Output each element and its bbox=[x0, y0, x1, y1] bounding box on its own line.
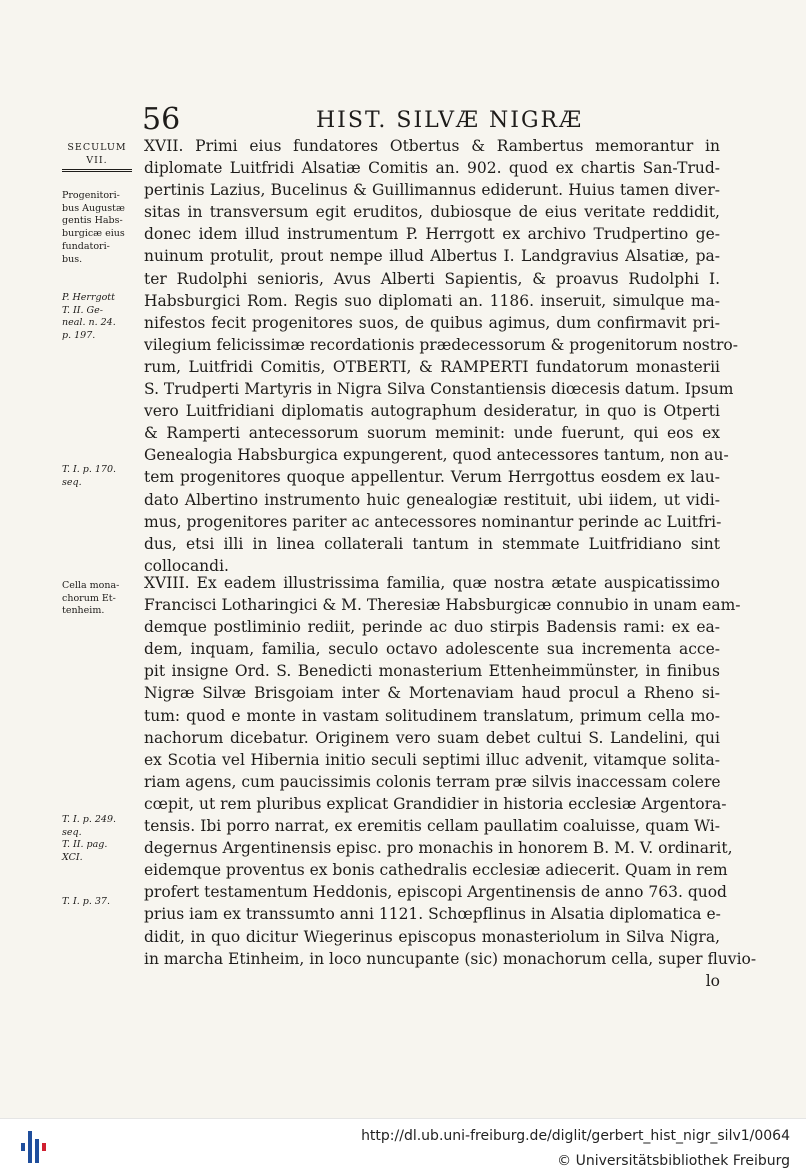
ref-line: T. I. p. 170. bbox=[62, 464, 117, 475]
sidenote-line: burgicæ eius bbox=[62, 228, 125, 240]
text-line: vilegium felicissimæ recordationis prædecessorum & progenitorum nostro- bbox=[144, 335, 738, 354]
paragraph-xvii bbox=[144, 135, 738, 577]
viewer-footer bbox=[0, 1118, 806, 1176]
text-line: & Ramperti antecessorum suorum meminit: unde fuerunt, qui eos ex bbox=[144, 424, 720, 443]
ref-line: seq. bbox=[62, 826, 82, 838]
text-line: nifestos fecit progenitores suos, de quibus agimus, dum confirmavit pri- bbox=[144, 313, 720, 332]
text-line: tum: quod e monte in vastam solitudinem translatum, primum cella mo- bbox=[144, 706, 720, 725]
text-line: XVII. Primi eius fundatores Otbertus & Rambertus memorantur in bbox=[144, 137, 720, 155]
text-line: Francisci Lotharingici & M. Theresiæ Habsburgicæ connubio in unam eam- bbox=[144, 596, 741, 615]
ref-line: T. I. p. 37. bbox=[62, 896, 111, 907]
ref-line: seq. bbox=[62, 476, 82, 488]
text-line: in marcha Etinheim, in loco nuncupante (sic) monachorum cella, super fluvio- bbox=[144, 949, 757, 968]
text-line: mus, progenitores pariter ac antecessores nominantur perinde ac Luitfri- bbox=[144, 512, 722, 531]
text-line: XVIII. Ex eadem illustrissima familia, quæ nostra ætate auspicatissimo bbox=[144, 574, 720, 592]
sidenote-line: chorum Et- bbox=[62, 592, 116, 604]
sidenote-ref-249 bbox=[62, 814, 140, 864]
sidenote-line: Cella mona- bbox=[62, 580, 120, 591]
text-line: tensis. Ibi porro narrat, ex eremitis cellam paullatim coaluisse, quam Wi- bbox=[144, 817, 720, 836]
saeculum-label: SECULUM bbox=[67, 142, 127, 153]
text-line: Habsburgici Rom. Regis suo diplomati an. 1186. inseruit, simulque ma- bbox=[144, 291, 720, 310]
text-line: Nigræ Silvæ Brisgoiam inter & Mortenaviam haud procul a Rheno si- bbox=[144, 684, 720, 703]
copyright-notice: © Universitätsbibliothek Freiburg bbox=[557, 1153, 790, 1169]
text-line: donec idem illud instrumentum P. Herrgott ex archivo Trudpertino ge- bbox=[144, 225, 720, 244]
text-line: sitas in transversum egit eruditos, dubiosque de eius veritate reddidit, bbox=[144, 203, 720, 222]
ref-line: T. II. pag. bbox=[62, 839, 108, 850]
text-line: vero Luitfridiani diplomatis autographum desideratur, in quo is Otperti bbox=[144, 402, 720, 421]
text-line: tem progenitores quoque appellentur. Verum Herrgottus eosdem ex lau- bbox=[144, 468, 720, 487]
sidenote-cella bbox=[62, 580, 140, 618]
ref-line: T. I. p. 249. bbox=[62, 814, 117, 825]
ref-line: p. 197. bbox=[62, 329, 96, 341]
text-line: cœpit, ut rem pluribus explicat Grandidier in historia ecclesiæ Argentora- bbox=[144, 794, 727, 813]
sidenote-line: fundatori- bbox=[62, 240, 110, 252]
sidenote-saeculum bbox=[62, 142, 140, 172]
text-line: diplomate Luitfridi Alsatiæ Comitis an. 902. quod ex chartis San-Trud- bbox=[144, 159, 720, 178]
text-line: pit insigne Ord. S. Benedicti monasterium Ettenheimmünster, in finibus bbox=[144, 662, 720, 681]
running-head: HIST. SILVÆ NIGRÆ bbox=[316, 108, 584, 133]
text-line: rum, Luitfridi Comitis, OTBERTI, & RAMPERTI fundatorum monasterii bbox=[144, 357, 720, 376]
ref-line: T. II. Ge- bbox=[62, 304, 103, 316]
text-line: ter Rudolphi senioris, Avus Alberti Sapientis, & proavus Rudolphi I. bbox=[144, 269, 720, 288]
sidenote-line: Progenitori- bbox=[62, 190, 120, 201]
text-line: ex Scotia vel Hibernia initio seculi septimi illuc advenit, vitamque solita- bbox=[144, 750, 720, 769]
sidenote-line: bus Augustæ bbox=[62, 202, 125, 214]
text-line: S. Trudperti Martyris in Nigra Silva Constantiensis diœcesis datum. Ipsum bbox=[144, 380, 734, 399]
sidenote-ref-170 bbox=[62, 464, 140, 489]
sidenote-line: gentis Habs- bbox=[62, 215, 123, 227]
library-logo-icon bbox=[18, 1127, 50, 1167]
text-line: riam agens, cum paucissimis colonis terram præ silvis inaccessam colere bbox=[144, 772, 721, 791]
text-line: pertinis Lazius, Bucelinus & Guillimannus ediderunt. Huius tamen diver- bbox=[144, 181, 720, 200]
text-line: didit, in quo dicitur Wiegerinus episcopus monasteriolum in Silva Nigra, bbox=[144, 927, 720, 946]
sidenote-progenitoribus bbox=[62, 190, 140, 266]
saeculum-number: VII. bbox=[86, 154, 108, 166]
text-line: eidemque proventus ex bonis cathedralis ecclesiæ adiecerit. Quam in rem bbox=[144, 861, 728, 880]
sidenote-ref-37 bbox=[62, 896, 140, 909]
text-line: collocandi. bbox=[144, 556, 229, 575]
text-line: degernus Argentinensis episc. pro monachis in honorem B. M. V. ordinarit, bbox=[144, 839, 733, 858]
text-line: dus, etsi illi in linea collaterali tantum in stemmate Luitfridiano sint bbox=[144, 534, 720, 553]
source-url-link[interactable]: http://dl.ub.uni-freiburg.de/diglit/gerbert_hist_nigr_silv1/0064 bbox=[361, 1128, 790, 1144]
text-line: demque postliminio rediit, perinde ac duo stirpis Badensis rami: ex ea- bbox=[144, 618, 720, 637]
ref-line: XCI. bbox=[62, 851, 83, 863]
sidenote-rule bbox=[62, 169, 132, 172]
sidenote-line: tenheim. bbox=[62, 605, 105, 617]
paragraph-xviii bbox=[144, 572, 757, 992]
catchword: lo bbox=[705, 971, 720, 990]
text-line: dem, inquam, familia, seculo octavo adolescente sua incrementa acce- bbox=[144, 640, 720, 659]
sidenote-ref-herrgott bbox=[62, 292, 140, 342]
page-header bbox=[0, 100, 806, 140]
page-number: 56 bbox=[142, 102, 181, 137]
sidenote-line: bus. bbox=[62, 253, 83, 265]
text-line: dato Albertino instrumento huic genealogiæ restituit, ubi iidem, ut vidi- bbox=[144, 490, 720, 509]
ref-line: neal. n. 24. bbox=[62, 317, 116, 328]
text-line: nachorum dicebatur. Originem vero suam debet cultui S. Landelini, qui bbox=[144, 728, 720, 747]
text-line: Genealogia Habsburgica expungerent, quod antecessores tantum, non au- bbox=[144, 446, 729, 465]
text-line: profert testamentum Heddonis, episcopi Argentinensis de anno 763. quod bbox=[144, 883, 727, 902]
text-line: prius iam ex transsumto anni 1121. Schœpflinus in Alsatia diplomatica e- bbox=[144, 905, 721, 924]
text-line: nuinum protulit, prout nempe illud Albertus I. Landgravius Alsatiæ, pa- bbox=[144, 247, 720, 266]
ref-line: P. Herrgott bbox=[62, 292, 115, 303]
